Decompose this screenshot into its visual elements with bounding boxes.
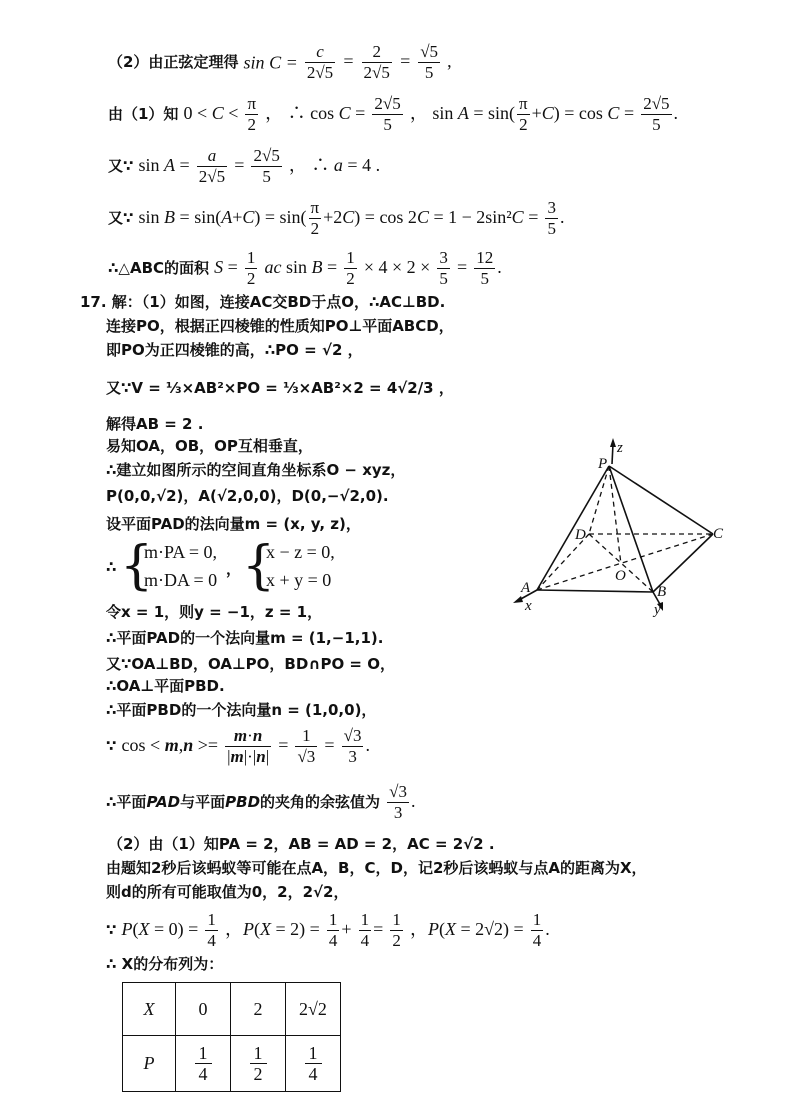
label-A: A [521, 580, 531, 596]
table-row [123, 983, 341, 1036]
fraction: $\frac{c}{2√5}$ [306, 42, 334, 82]
label-z: z [617, 440, 623, 456]
part2-line-3: 又∵ sin A = $\frac{a}{2√5}$ = $\frac{2√5}{5}$ ， ∴ a = 4 . [108, 146, 381, 186]
table-cell: X [123, 983, 176, 1036]
table-cell: $\frac{1}{4}$ [286, 1036, 341, 1092]
text: 由（1）知 [108, 105, 179, 123]
table-cell: $\frac{1}{4}$ [176, 1036, 231, 1092]
q17-line-6: 易知OA，OB，OP互相垂直， [106, 437, 313, 455]
table-cell: 2 [231, 983, 286, 1036]
z-arrow [610, 438, 616, 447]
edge-PO [609, 466, 621, 564]
q17-line-18: （2）由（1）知PA = 2，AB = AD = 2，AC = 2√2 . [108, 835, 495, 853]
q17-line-22: ∴ X的分布列为： [106, 955, 224, 973]
math: sin C = [243, 52, 298, 73]
q17-line-1: 17. 解：（1）如图，连接AC交BD于点O，∴AC⊥BD. [80, 293, 446, 311]
table-cell: 2√2 [286, 983, 341, 1036]
text: ∴△ABC的面积 [108, 259, 210, 277]
q17-line-15: ∴平面PBD的一个法向量n = (1,0,0)， [106, 701, 377, 719]
label-x: x [525, 598, 532, 614]
q17-line-7: ∴建立如图所示的空间直角坐标系O − xyz， [106, 461, 406, 479]
label-y: y [654, 602, 661, 618]
pyramid-figure [505, 430, 745, 620]
part2-line-2: 由（1）知 0 < C < $\frac{\pi}{2}$ ， ∴ cos C = $\frac{2√5}{5}$ ， sin A = sin( $\frac{\pi}{2}$ +C) = cos C = $\frac{2√5}{5}$ . [108, 94, 679, 134]
q17-line-20: 则d的所有可能取值为0，2，2√2， [106, 883, 349, 901]
edge-AB [537, 590, 653, 592]
fraction: $\frac{√5}{5}$ [420, 42, 439, 82]
table-cell: 0 [176, 983, 231, 1036]
label-D: D [575, 527, 586, 543]
edge-PA [537, 466, 609, 590]
q17-line-9: 设平面PAD的法向量m = (x, y, z)， [106, 515, 361, 533]
equation-system: ∴ { m·PA = 0, m·DA = 0 ， { x − z = 0, x + y = 0 [106, 536, 335, 596]
table-cell: $\frac{1}{2}$ [231, 1036, 286, 1092]
q17-line-2: 连接PO，根据正四棱锥的性质知PO⊥平面ABCD， [106, 317, 454, 335]
q17-line-14: ∴OA⊥平面PBD. [106, 677, 225, 695]
eq-4: x + y = 0 [266, 570, 332, 590]
fraction: $\frac{2}{2√5}$ [363, 42, 390, 82]
q17-line-19: 由题知2秒后该蚂蚁等可能在点A，B，C，D，记2秒后该蚂蚁与点A的距离为X， [106, 859, 647, 877]
eq-2: m·DA = 0 [144, 570, 218, 590]
q17-line-3: 即PO为正四棱锥的高，∴PO = √2 ， [106, 341, 363, 359]
label-B: B [657, 584, 667, 600]
text: 又∵ [108, 209, 134, 227]
text: 又∵ [108, 157, 134, 175]
q17-line-8: P(0,0,√2)，A(√2,0,0)，D(0,−√2,0). [106, 487, 389, 505]
q17-line-21: ∵ P(X = 0) = $\frac{1}{4}$ ，P(X = 2) = $\frac{1}{4}$ + $\frac{1}{4}$ = $\frac{1}{2}$ ，P(X = 2√2) = $\frac{1}{4}$ . [106, 910, 550, 950]
part2-line-5: ∴△ABC的面积 S = $\frac{1}{2}$ ac sin B = $\frac{1}{2}$ × 4 × 2 × $\frac{3}{5}$ = $\frac{12}{5}$ . [108, 248, 502, 288]
q17-line-11: 令x = 1，则y = −1，z = 1， [106, 603, 323, 621]
table-cell: P [123, 1036, 176, 1092]
edge-PC [609, 466, 713, 534]
q17-line-17: ∴平面PAD与平面PBD的夹角的余弦值为 $\frac{√3}{3}$ . [106, 782, 416, 822]
q17-line-5: 解得AB = 2 . [106, 415, 204, 433]
label-P: P [598, 456, 608, 472]
q17-line-4: 又∵V = ⅓×AB²×PO = ⅓×AB²×2 = 4√2/3 ， [106, 379, 454, 397]
label-C: C [713, 526, 724, 542]
part2-line-1: （2）由正弦定理得 sin C = $\frac{c}{2√5}$ = $\frac{2}{2√5}$ = $\frac{√5}{5}$ , [108, 42, 452, 82]
q17-line-13: 又∵OA⊥BD，OA⊥PO，BD∩PO = O， [106, 655, 395, 673]
edge-PD [589, 466, 609, 534]
eq-1: m·PA = 0, [144, 542, 218, 562]
label-O: O [615, 568, 626, 584]
distribution-table [122, 982, 341, 1092]
text: （2）由正弦定理得 [108, 53, 239, 71]
q17-line-12: ∴平面PAD的一个法向量m = (1,−1,1). [106, 629, 384, 647]
part2-line-4: 又∵ sin B = sin(A+C) = sin( $\frac{\pi}{2}$ +2C) = cos 2C = 1 − 2sin²C = $\frac{3}{5}$ . [108, 198, 565, 238]
q17-line-16: ∵ cos < m,n >= $\frac{m\cdot n}{|m|\cdot|n|}$ = $\frac{1}{√3}$ = $\frac{√3}{3}$ . [106, 726, 370, 766]
eq-3: x − z = 0, [266, 542, 335, 562]
table-row [123, 1036, 341, 1092]
